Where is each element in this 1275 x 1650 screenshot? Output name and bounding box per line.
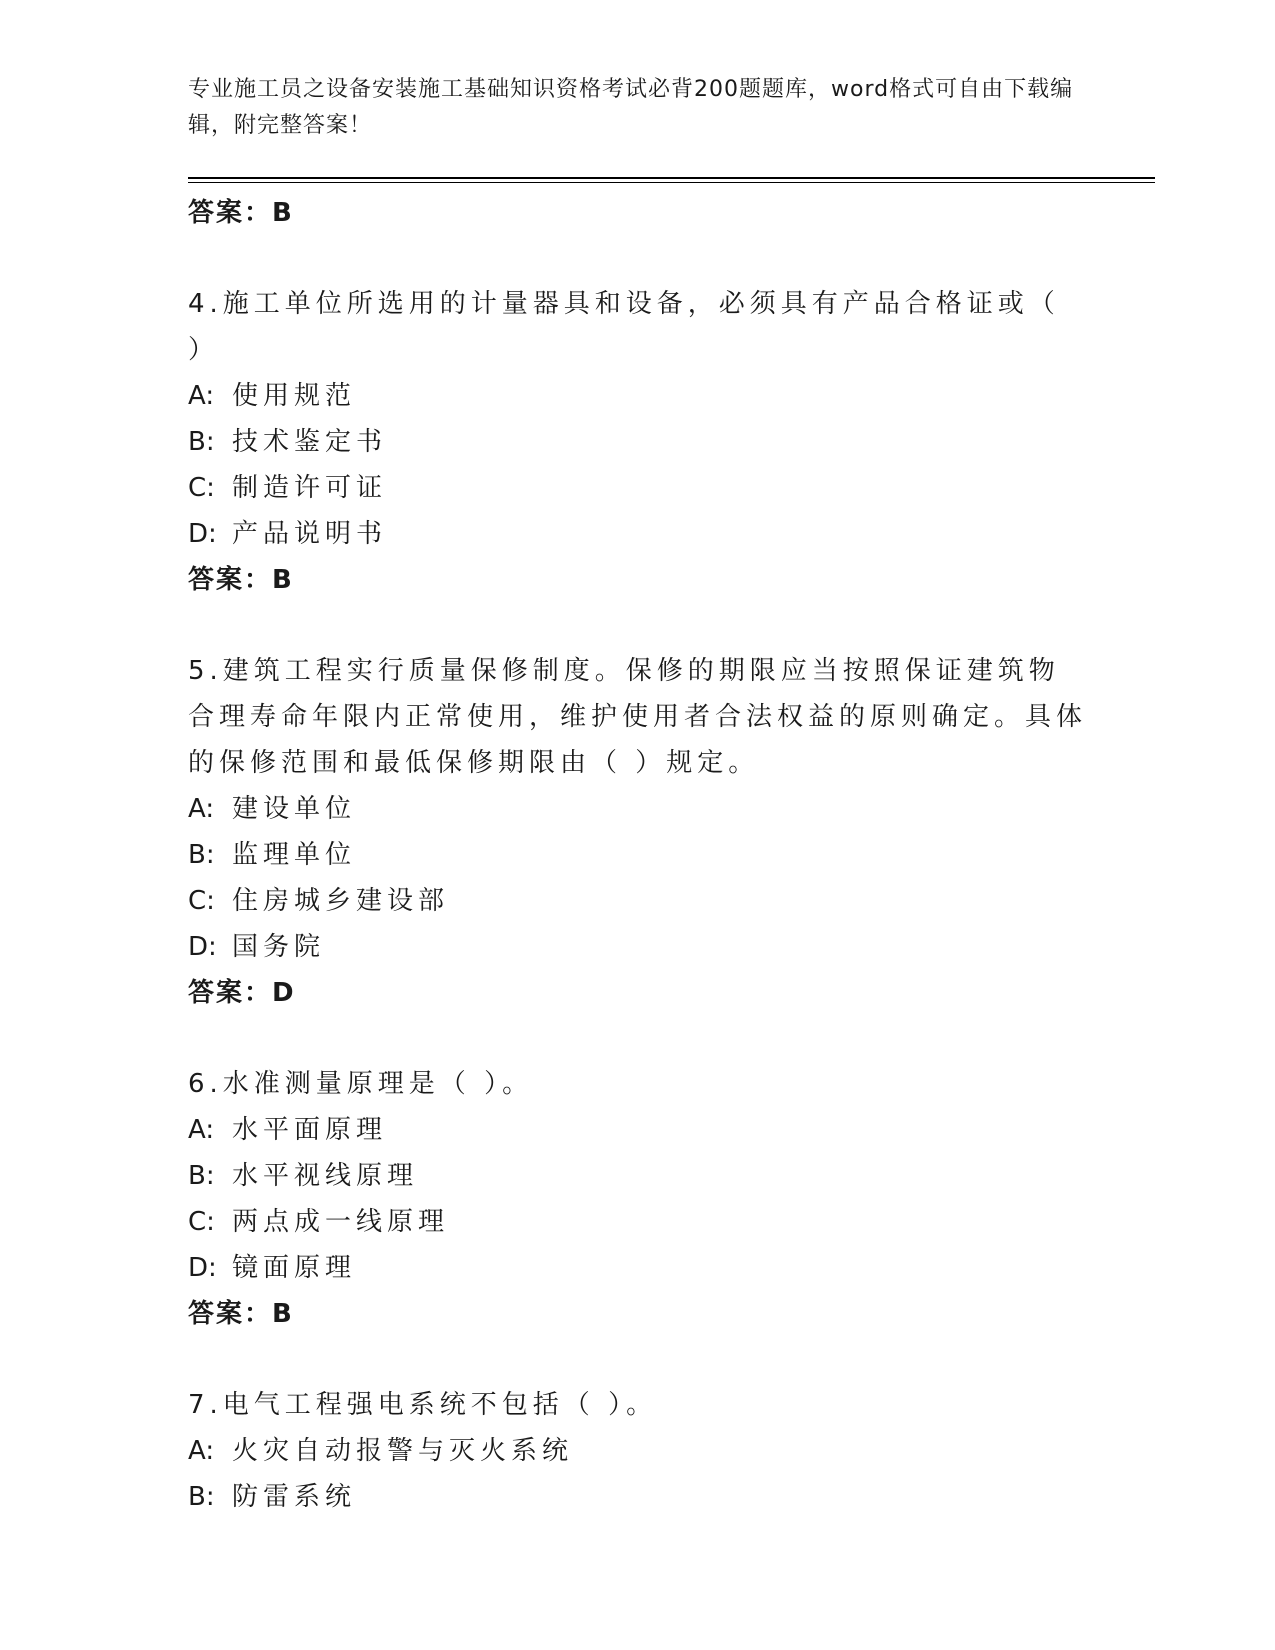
option-key: B: — [188, 427, 215, 457]
option-text: 水平视线原理 — [232, 1161, 419, 1191]
option-line — [188, 1199, 1088, 1245]
option-line — [188, 832, 1088, 878]
option-key: D: — [188, 519, 217, 549]
option-line — [188, 373, 1088, 419]
option-line — [188, 511, 1088, 557]
option-text: 国务院 — [232, 932, 326, 962]
answer-line: 答案：D — [188, 978, 296, 1008]
option-line — [188, 786, 1088, 832]
question-block — [188, 1061, 1088, 1337]
option-key: B: — [188, 1161, 215, 1191]
option-text: 产品说明书 — [232, 519, 388, 549]
answer-line: 答案：B — [188, 198, 294, 228]
option-key: D: — [188, 932, 217, 962]
option-line — [188, 878, 1088, 924]
option-key: A: — [188, 794, 215, 824]
answer-line: 答案：B — [188, 1299, 294, 1329]
question-text: 6.水准测量原理是（ ）。 — [188, 1069, 534, 1099]
answer-line: 答案：B — [188, 565, 294, 595]
option-text: 镜面原理 — [232, 1253, 357, 1283]
option-text: 防雷系统 — [232, 1482, 357, 1512]
option-line — [188, 1153, 1088, 1199]
option-key: C: — [188, 473, 215, 503]
option-key: B: — [188, 840, 215, 870]
option-text: 监理单位 — [232, 840, 357, 870]
option-text: 使用规范 — [232, 381, 357, 411]
option-text: 技术鉴定书 — [232, 427, 388, 457]
question-text: 5.建筑工程实行质量保修制度。保修的期限应当按照保证建筑物合理寿命年限内正常使用，维护使用者合法权益的原则确定。具体的保修范围和最低保修期限由（ ）规定。 — [188, 656, 1088, 778]
header-rule-thick — [188, 177, 1155, 179]
option-line — [188, 1245, 1088, 1291]
option-text: 住房城乡建设部 — [232, 886, 450, 916]
option-line — [188, 1474, 1088, 1520]
option-text: 两点成一线原理 — [232, 1207, 450, 1237]
option-line — [188, 1428, 1088, 1474]
question-block — [188, 648, 1088, 1016]
question-block — [188, 281, 1088, 603]
page-header: 专业施工员之设备安装施工基础知识资格考试必背200题题库，word格式可自由下载编辑，附完整答案！ — [188, 77, 1074, 138]
option-key: D: — [188, 1253, 217, 1283]
question-text: 7.电气工程强电系统不包括（ ）。 — [188, 1390, 658, 1420]
option-text: 制造许可证 — [232, 473, 388, 503]
option-line — [188, 465, 1088, 511]
option-text: 水平面原理 — [232, 1115, 388, 1145]
header-rule-thin — [188, 182, 1155, 183]
option-line — [188, 419, 1088, 465]
option-key: C: — [188, 1207, 215, 1237]
option-key: A: — [188, 1436, 215, 1466]
question-block — [188, 1382, 1088, 1520]
option-line — [188, 924, 1088, 970]
question-list — [188, 190, 1088, 1565]
option-text: 火灾自动报警与灭火系统 — [232, 1436, 574, 1466]
option-key: C: — [188, 886, 215, 916]
option-key: A: — [188, 1115, 215, 1145]
option-key: B: — [188, 1482, 215, 1512]
option-key: A: — [188, 381, 215, 411]
question-text: 4.施工单位所选用的计量器具和设备，必须具有产品合格证或（ ） — [188, 289, 1060, 365]
option-text: 建设单位 — [232, 794, 357, 824]
option-line — [188, 1107, 1088, 1153]
